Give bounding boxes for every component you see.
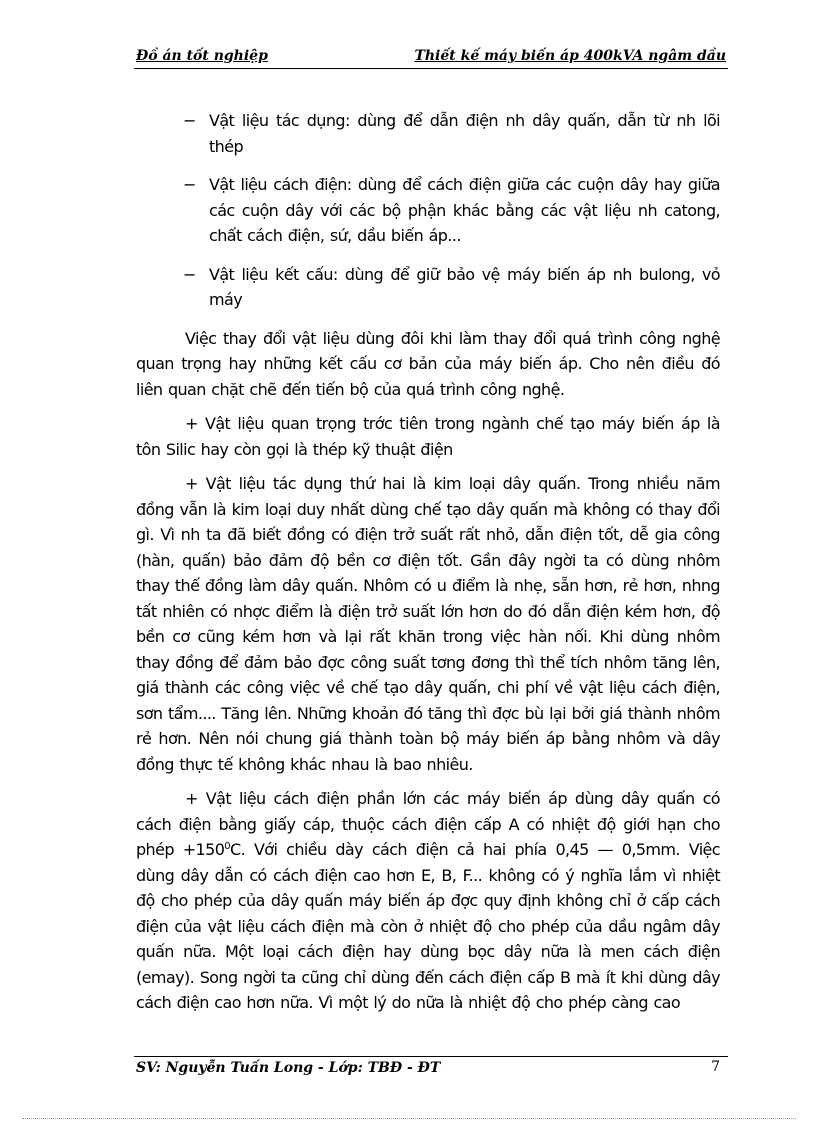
page-footer [134, 1056, 728, 1081]
page-bottom-divider [22, 1118, 796, 1119]
paragraph-material-change: Việc thay đổi vật liệu dùng đôi khi làm thay đổi quá trình công nghệ quan trọng hay những kết cấu cơ bản của máy biến áp. Cho nên điều đó liên quan chặt chẽ đến tiến bộ của quá trình công nghệ. [136, 328, 720, 399]
dash-bullet-icon: − [183, 175, 196, 194]
bullet-text: Vật liệu cách điện: dùng để cách điện giữa các cuộn dây hay giữa các cuộn dây với các bộ phận khác bằng các vật liệu nh catong, chất cách điện, sứ, dầu biến áp... [209, 175, 720, 245]
bullet-item-insulating-materials [136, 172, 720, 249]
footer-student-info: SV: Nguyễn Tuấn Long - Lớp: TBĐ - ĐT [136, 1060, 441, 1076]
degree-superscript: 0 [224, 841, 231, 852]
paragraph-insulation [136, 786, 720, 1016]
bullet-text: Vật liệu kết cấu: dùng để giữ bảo vệ máy biến áp nh bulong, vỏ máy [209, 264, 720, 309]
dash-bullet-icon: − [183, 264, 196, 284]
bullet-text: Vật liệu tác dụng: dùng để dẫn điện nh dây quấn, dẫn từ nh lõi thép [209, 111, 720, 156]
insulation-text-part-2: C. Với chiều dày cách điện cả hai phía 0,45 — 0,5mm. Việc dùng dây dẫn có cách điện cao hơn E, B, F... không có ý nghĩa lắm vì nhiệt độ cho phép của dây quấn máy biến áp đợc quy định không chỉ ở cấp cách điện của vật liệu cách điện mà còn ở nhiệt độ cho phép của dầu ngâm dây quấn nữa. Một loại cách điện hay dùng bọc dây nữa là men cách điện (emay). Song ngời ta cũng chỉ dùng đến cách điện cấp B mà ít khi dùng dây cách điện cao hơn nữa. Vì một lý do nữa là nhiệt độ cho phép càng cao [136, 840, 720, 1012]
paragraph-silicon-steel: + Vật liệu quan trọng trớc tiên trong ngành chế tạo máy biến áp là tôn Silic hay còn gọi là thép kỹ thuật điện [136, 414, 720, 459]
bullet-item-active-materials [136, 108, 720, 159]
bullet-item-structural-materials [136, 262, 720, 313]
page-number: 7 [711, 1059, 720, 1075]
page-body [136, 108, 720, 1025]
header-document-type: Đồ án tốt nghiệp [136, 48, 268, 64]
paragraph-winding-metal: + Vật liệu tác dụng thứ hai là kim loại dây quấn. Trong nhiều năm đồng vẫn là kim loại duy nhất dùng chế tạo dây quấn mà không có thay đổi gì. Vì nh ta đã biết đồng có điện trở suất rất nhỏ, dẫn điện tốt, dễ gia công (hàn, quấn) bảo đảm độ bền cơ điện tốt. Gần đây ngời ta có dùng nhôm thay thế đồng làm dây quấn. Nhôm có u điểm là nhẹ, sẵn hơn, rẻ hơn, nhng tất nhiên có nhợc điểm là điện trở suất lớn hơn do đó dẫn điện kém hơn, độ bền cơ cũng kém hơn và lại rất khăn trong việc hàn nối. Khi dùng nhôm thay đồng để đảm bảo đợc công suất tơng đơng thì thể tích nhôm tăng lên, giá thành các công việc về chế tạo dây quấn, chi phí về vật liệu cách điện, sơn tẩm.... Tăng lên. Những khoản đó tăng thì đợc bù lại bởi giá thành nhôm rẻ hơn. Nên nói chung giá thành toàn bộ máy biến áp bằng nhôm và dây đồng thực tế không khác nhau là bao nhiêu. [136, 474, 720, 774]
dash-bullet-icon: − [183, 111, 196, 130]
page-header [134, 46, 728, 69]
insulation-text-part-1: + Vật liệu cách điện phần lớn các máy biến áp dùng dây quấn có cách điện bằng giấy cáp, thuộc cách điện cấp A có nhiệt độ giới hạn cho phép +150 [136, 789, 720, 859]
header-document-title: Thiết kế máy biến áp 400kVA ngâm dầu [414, 48, 726, 64]
